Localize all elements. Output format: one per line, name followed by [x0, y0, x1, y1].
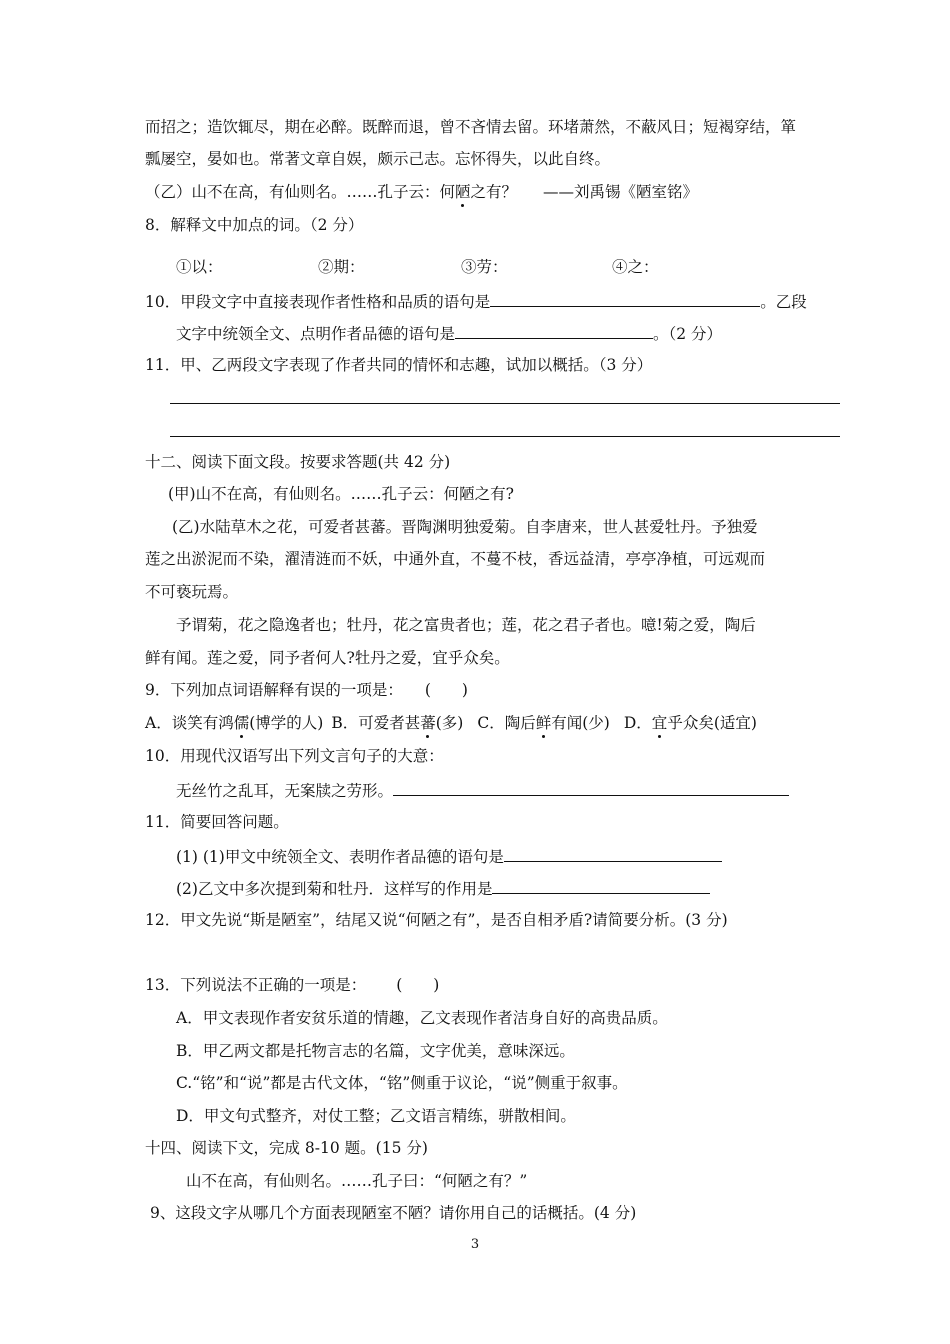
question-9b-stem — [150, 1203, 636, 1223]
answer-item: ①以： — [176, 258, 223, 276]
passage-text-2: 瓢屡空，晏如也。常著文章自娱，颇示己志。忘怀得失，以此自终。 — [145, 150, 611, 168]
question-text: 12．甲文先说“斯是陋室”，结尾又说“何陋之有”，是否自相矛盾?请简要分析。(3 分) — [145, 911, 728, 929]
question-text: 文字中统领全文、点明作者品德的语句是 — [176, 325, 456, 343]
passage-source: ——刘禹锡《陋室铭》 — [543, 183, 699, 201]
passage-text: (甲)山不在高，有仙则名。……孔子云：何陋之有? — [168, 485, 514, 503]
option-b[interactable] — [331, 714, 463, 732]
emphasis-char: 鲜 — [535, 714, 552, 732]
question-8-item — [176, 257, 223, 277]
question-13-option-c[interactable] — [176, 1073, 628, 1093]
question-10-line — [176, 322, 722, 344]
emphasis-char: 蕃 — [420, 714, 436, 732]
option-a[interactable] — [145, 714, 323, 732]
passage-yi-line — [172, 517, 758, 537]
answer-blank[interactable] — [492, 877, 710, 894]
section-12-title — [145, 452, 450, 472]
question-8-item — [318, 257, 365, 277]
option-text: 乎众矣(适宜) — [667, 714, 757, 732]
question-text: 10．甲段文字中直接表现作者性格和品质的语句是 — [145, 293, 491, 311]
question-text: 11．简要回答问题。 — [145, 813, 289, 831]
question-13-stem — [145, 975, 439, 995]
option-text: C．陶后 — [477, 714, 536, 732]
question-text: 10．用现代汉语写出下列文言句子的大意： — [145, 747, 444, 765]
answer-blank[interactable] — [393, 779, 789, 796]
question-text: 9．下列加点词语解释有误的一项是： — [145, 681, 403, 699]
section-14-text — [186, 1171, 527, 1191]
question-8-item — [612, 257, 659, 277]
emphasis-char: 宜 — [651, 714, 668, 732]
passage-yi-line — [145, 582, 238, 602]
answer-line[interactable] — [170, 403, 840, 404]
passage-text: 不可亵玩焉。 — [145, 583, 239, 601]
passage-line — [145, 149, 610, 169]
answer-blank[interactable] — [455, 322, 653, 339]
question-8-item — [461, 257, 508, 277]
answer-paren[interactable]: ( ) — [396, 976, 440, 994]
passage-text: (乙)水陆草木之花，可爱者甚蕃。晋陶渊明独爱菊。自李唐来，世人甚爱牡丹。予独爱 — [172, 518, 758, 536]
question-text: 8．解释文中加点的词。（2 分） — [145, 216, 364, 234]
option-text: (多) — [435, 714, 464, 732]
answer-blank[interactable] — [504, 845, 722, 862]
option-text: D．甲文句式整齐，对仗工整；乙文语言精练，骈散相间。 — [176, 1107, 576, 1125]
passage-yi-line — [145, 182, 698, 202]
question-11-stem — [145, 355, 652, 375]
option-text: A．甲文表现作者安贫乐道的情趣，乙文表现作者洁身自好的高贵品质。 — [176, 1009, 668, 1027]
answer-item: ④之： — [612, 258, 659, 276]
question-11b-stem — [145, 812, 289, 832]
question-text-end: 。（2 分） — [653, 325, 723, 343]
page-number: 3 — [470, 1237, 480, 1252]
question-13-option-a[interactable] — [176, 1008, 668, 1028]
question-text: (1) (1)甲文中统领全文、表明作者品德的语句是 — [176, 848, 504, 866]
question-text: 11．甲、乙两段文字表现了作者共同的情怀和志趣，试加以概括。（3 分） — [145, 356, 653, 374]
question-text: 13．下列说法不正确的一项是： — [145, 976, 367, 994]
classical-sentence: 无丝竹之乱耳，无案牍之劳形。 — [176, 782, 394, 800]
option-text: 有闻(少) — [551, 714, 610, 732]
passage-jia — [168, 484, 514, 504]
section-title: 十四、阅读下文，完成 8-10 题。(15 分) — [145, 1139, 428, 1157]
question-11b-sub2 — [176, 877, 710, 899]
question-11b-sub1 — [176, 845, 722, 867]
answer-blank[interactable] — [490, 290, 760, 307]
option-c[interactable] — [477, 714, 610, 732]
passage-yi-line — [145, 549, 765, 569]
passage-text-1: 而招之；造饮辄尽，期在必醉。既醉而退，曾不吝情去留。环堵萧然，不蔽风日；短褐穿结，箪 — [145, 118, 797, 136]
passage-text: 予谓菊，花之隐逸者也；牡丹，花之富贵者也；莲，花之君子者也。噫!菊之爱，陶后 — [176, 616, 756, 634]
question-12-stem — [145, 910, 728, 930]
option-text: C.“铭”和“说”都是古代文体，“铭”侧重于议论，“说”侧重于叙事。 — [176, 1074, 628, 1092]
question-text: (2)乙文中多次提到菊和牡丹．这样写的作用是 — [176, 880, 493, 898]
question-text-end: 。乙段 — [760, 293, 807, 311]
passage-yi-text-end: 之有？ — [470, 183, 518, 201]
emphasis-char: 儒 — [233, 714, 250, 732]
question-10b-stem — [145, 746, 444, 766]
option-text: B．可爱者甚 — [331, 714, 421, 732]
option-text: (博学的人) — [249, 714, 324, 732]
answer-item: ②期： — [318, 258, 365, 276]
question-text: 9、这段文字从哪几个方面表现陋室不陋？请你用自己的话概括。(4 分) — [150, 1204, 637, 1222]
passage-yi-text: （乙）山不在高，有仙则名。……孔子云：何 — [145, 183, 456, 201]
passage-p2-line — [176, 615, 756, 635]
passage-text: 山不在高，有仙则名。……孔子曰：“何陋之有？” — [186, 1172, 528, 1190]
question-13-option-d[interactable] — [176, 1106, 576, 1126]
option-text: D． — [623, 714, 652, 732]
question-10b-sentence — [176, 779, 789, 801]
passage-line — [145, 117, 796, 137]
option-text: A．谈笑有鸿 — [145, 714, 234, 732]
section-title: 十二、阅读下面文段。按要求答题(共 42 分) — [145, 453, 451, 471]
answer-paren[interactable]: ( ) — [424, 681, 468, 699]
question-8-stem — [145, 215, 363, 235]
option-text: B．甲乙两文都是托物言志的名篇，文字优美，意味深远。 — [176, 1042, 575, 1060]
passage-text: 鲜有闻。莲之爱，同予者何人?牡丹之爱，宜乎众矣。 — [145, 649, 510, 667]
answer-item: ③劳： — [461, 258, 508, 276]
passage-text: 莲之出淤泥而不染，濯清涟而不妖，中通外直，不蔓不枝，香远益清，亭亭净植，可远观而 — [145, 550, 766, 568]
answer-line[interactable] — [170, 436, 840, 437]
question-9-options — [145, 713, 757, 733]
emphasis-char: 陋 — [455, 183, 471, 201]
section-14-title — [145, 1138, 428, 1158]
question-13-option-b[interactable] — [176, 1041, 575, 1061]
question-10-line — [145, 290, 807, 312]
passage-p2-line — [145, 648, 510, 668]
option-d[interactable] — [624, 714, 757, 732]
question-9-stem — [145, 680, 468, 700]
